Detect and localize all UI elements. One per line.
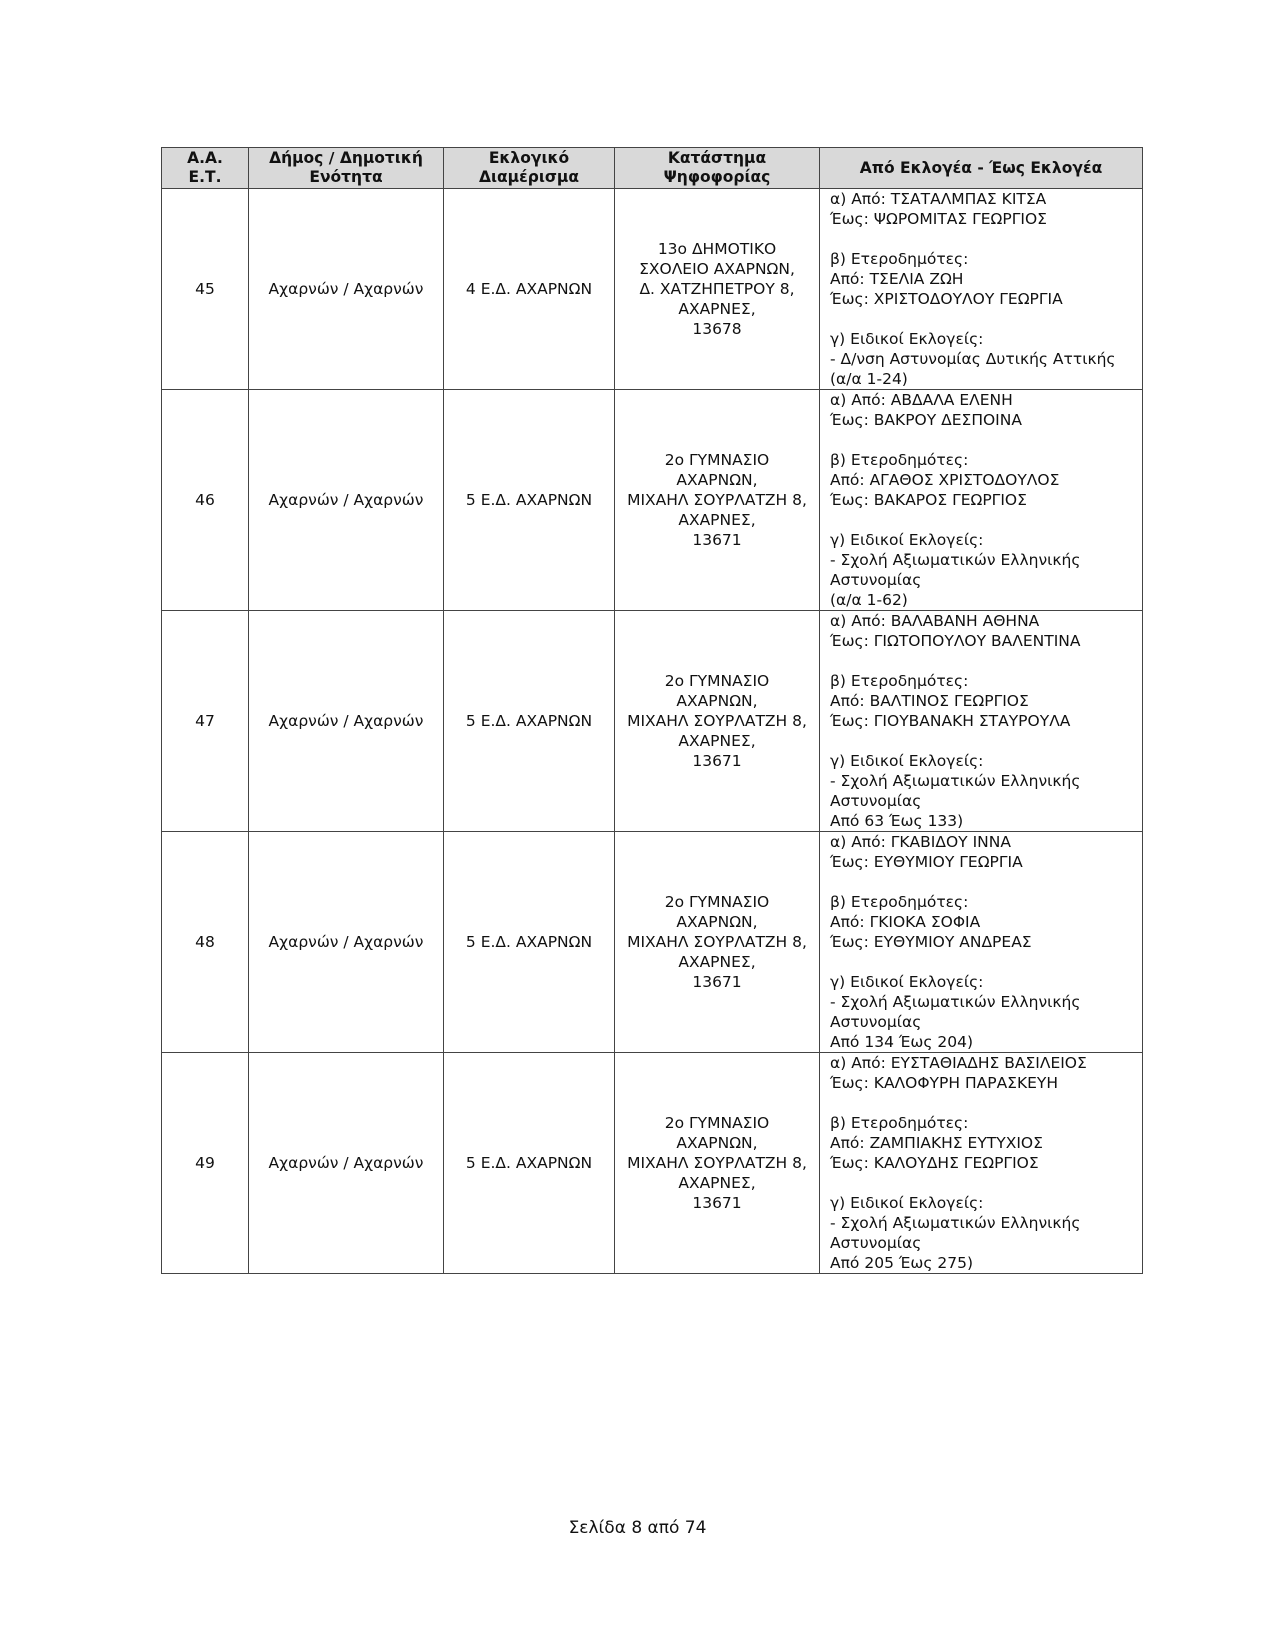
range-regular-line: Έως: ΨΩΡΟΜΙΤΑΣ ΓΕΩΡΓΙΟΣ [830, 210, 1047, 228]
cell-district [444, 1053, 615, 1274]
table-row [162, 390, 1143, 611]
cell-municipality [249, 611, 444, 832]
range-regular-line: Έως: ΚΑΛΟΦΥΡΗ ΠΑΡΑΣΚΕΥΗ [830, 1074, 1059, 1092]
municipality-text: Αχαρνών / Αχαρνών [268, 1154, 424, 1172]
range-special-line: γ) Ειδικοί Εκλογείς: [830, 973, 984, 991]
spacer [830, 1093, 1138, 1113]
cell-district [444, 832, 615, 1053]
cell-venue [615, 832, 820, 1053]
venue-line: ΑΧΑΡΝΕΣ, [678, 1174, 756, 1192]
range-regular-line: Έως: ΓΙΩΤΟΠΟΥΛΟΥ ΒΑΛΕΝΤΙΝΑ [830, 632, 1081, 650]
district-text: 5 Ε.Δ. ΑΧΑΡΝΩΝ [465, 933, 593, 951]
cell-municipality [249, 1053, 444, 1274]
municipality-text: Αχαρνών / Αχαρνών [268, 491, 424, 509]
range-nonresident-line: Έως: ΚΑΛΟΥΔΗΣ ΓΕΩΡΓΙΟΣ [830, 1154, 1039, 1172]
venue-line: 2ο ΓΥΜΝΑΣΙΟ [664, 672, 770, 690]
range-regular-line: α) Από: ΑΒΔΑΛΑ ΕΛΕΝΗ [830, 391, 1013, 409]
venue-line: 13678 [692, 320, 742, 338]
venue-line: ΜΙΧΑΗΛ ΣΟΥΡΛΑΤΖΗ 8, [627, 712, 807, 730]
range-nonresident-line: Έως: ΧΡΙΣΤΟΔΟΥΛΟΥ ΓΕΩΡΓΙΑ [830, 290, 1063, 308]
cell-aa [162, 832, 249, 1053]
range-special-line: Αστυνομίας [830, 571, 922, 589]
venue-line: 13671 [692, 973, 742, 991]
venue-line: ΑΧΑΡΝΕΣ, [678, 953, 756, 971]
aa-number: 49 [195, 1154, 215, 1172]
spacer [830, 952, 1138, 972]
venue-line: ΑΧΑΡΝΕΣ, [678, 732, 756, 750]
range-regular-line: α) Από: ΕΥΣΤΑΘΙΑΔΗΣ ΒΑΣΙΛΕΙΟΣ [830, 1054, 1087, 1072]
cell-aa [162, 1053, 249, 1274]
range-special-line: Αστυνομίας [830, 1234, 922, 1252]
cell-venue [615, 1053, 820, 1274]
range-nonresident-line: Από: ΖΑΜΠΙΑΚΗΣ ΕΥΤΥΧΙΟΣ [830, 1134, 1043, 1152]
district-text: 5 Ε.Δ. ΑΧΑΡΝΩΝ [465, 1154, 593, 1172]
range-nonresident-line: Από: ΓΚΙΟΚΑ ΣΟΦΙΑ [830, 913, 981, 931]
cell-voter-range [820, 1053, 1143, 1274]
municipality-text: Αχαρνών / Αχαρνών [268, 712, 424, 730]
spacer [830, 309, 1138, 329]
venue-line: 13671 [692, 1194, 742, 1212]
range-special-line: γ) Ειδικοί Εκλογείς: [830, 752, 984, 770]
range-nonresident-line: β) Ετεροδημότες: [830, 893, 969, 911]
aa-number: 47 [195, 712, 215, 730]
cell-aa [162, 611, 249, 832]
aa-number: 48 [195, 933, 215, 951]
district-text: 5 Ε.Δ. ΑΧΑΡΝΩΝ [465, 712, 593, 730]
spacer [830, 651, 1138, 671]
venue-line: Δ. ΧΑΤΖΗΠΕΤΡΟΥ 8, [639, 280, 795, 298]
range-special-line: - Σχολή Αξιωματικών Ελληνικής [830, 772, 1081, 790]
cell-district [444, 189, 615, 390]
spacer [830, 1173, 1138, 1193]
range-special-line: (α/α 1-24) [830, 370, 908, 388]
cell-municipality [249, 390, 444, 611]
page-number: Σελίδα 8 από 74 [568, 1518, 707, 1538]
district-text: 4 Ε.Δ. ΑΧΑΡΝΩΝ [465, 280, 593, 298]
table-header-row [162, 148, 1143, 189]
range-regular-line: Έως: ΕΥΘΥΜΙΟΥ ΓΕΩΡΓΙΑ [830, 853, 1023, 871]
range-special-line: Από 205 Έως 275) [830, 1254, 974, 1272]
spacer [830, 731, 1138, 751]
range-special-line: - Σχολή Αξιωματικών Ελληνικής [830, 551, 1081, 569]
range-nonresident-line: β) Ετεροδημότες: [830, 1114, 969, 1132]
range-nonresident-line: Έως: ΒΑΚΑΡΟΣ ΓΕΩΡΓΙΟΣ [830, 491, 1027, 509]
range-special-line: γ) Ειδικοί Εκλογείς: [830, 531, 984, 549]
range-regular-line: Έως: ΒΑΚΡΟΥ ΔΕΣΠΟΙΝΑ [830, 411, 1022, 429]
venue-line: 2ο ΓΥΜΝΑΣΙΟ [664, 893, 770, 911]
range-special-line: Από 134 Έως 204) [830, 1033, 974, 1051]
table-row [162, 611, 1143, 832]
cell-venue [615, 189, 820, 390]
range-nonresident-line: β) Ετεροδημότες: [830, 250, 969, 268]
aa-number: 46 [195, 491, 215, 509]
spacer [830, 430, 1138, 450]
header-range: Από Εκλογέα - Έως Εκλογέα [820, 148, 1143, 189]
venue-line: ΜΙΧΑΗΛ ΣΟΥΡΛΑΤΖΗ 8, [627, 933, 807, 951]
range-special-line: γ) Ειδικοί Εκλογείς: [830, 1194, 984, 1212]
venue-line: ΑΧΑΡΝΩΝ, [676, 692, 758, 710]
cell-aa [162, 390, 249, 611]
polling-stations-table [161, 147, 1143, 1274]
venue-line: ΑΧΑΡΝΩΝ, [676, 471, 758, 489]
range-nonresident-line: β) Ετεροδημότες: [830, 672, 969, 690]
venue-line: 2ο ΓΥΜΝΑΣΙΟ [664, 1114, 770, 1132]
range-regular-line: α) Από: ΓΚΑΒΙΔΟΥ ΙΝΝΑ [830, 833, 1011, 851]
range-special-line: Αστυνομίας [830, 1013, 922, 1031]
cell-municipality [249, 189, 444, 390]
cell-venue [615, 611, 820, 832]
range-special-line: - Σχολή Αξιωματικών Ελληνικής [830, 1214, 1081, 1232]
venue-line: 13ο ΔΗΜΟΤΙΚΟ [657, 240, 777, 258]
venue-line: ΑΧΑΡΝΕΣ, [678, 511, 756, 529]
range-special-line: Αστυνομίας [830, 792, 922, 810]
cell-venue [615, 390, 820, 611]
table-row [162, 1053, 1143, 1274]
range-nonresident-line: Από: ΤΣΕΛΙΑ ΖΩΗ [830, 270, 964, 288]
spacer [830, 872, 1138, 892]
range-special-line: - Δ/νση Αστυνομίας Δυτικής Αττικής [830, 350, 1116, 368]
venue-line: 2ο ΓΥΜΝΑΣΙΟ [664, 451, 770, 469]
venue-line: ΑΧΑΡΝΩΝ, [676, 1134, 758, 1152]
spacer [830, 510, 1138, 530]
municipality-text: Αχαρνών / Αχαρνών [268, 280, 424, 298]
venue-line: ΣΧΟΛΕΙΟ ΑΧΑΡΝΩΝ, [639, 260, 795, 278]
spacer [830, 229, 1138, 249]
venue-line: 13671 [692, 531, 742, 549]
range-special-line: (α/α 1-62) [830, 591, 908, 609]
cell-voter-range [820, 390, 1143, 611]
range-nonresident-line: Έως: ΕΥΘΥΜΙΟΥ ΑΝΔΡΕΑΣ [830, 933, 1032, 951]
cell-aa [162, 189, 249, 390]
aa-number: 45 [195, 280, 215, 298]
cell-district [444, 611, 615, 832]
cell-voter-range [820, 611, 1143, 832]
cell-voter-range [820, 832, 1143, 1053]
municipality-text: Αχαρνών / Αχαρνών [268, 933, 424, 951]
cell-municipality [249, 832, 444, 1053]
header-aa: Α.Α. Ε.Τ. [162, 148, 249, 189]
header-venue: Κατάστημα Ψηφοφορίας [615, 148, 820, 189]
header-municipality: Δήμος / Δημοτική Ενότητα [249, 148, 444, 189]
header-district: Εκλογικό Διαμέρισμα [444, 148, 615, 189]
range-nonresident-line: Από: ΑΓΑΘΟΣ ΧΡΙΣΤΟΔΟΥΛΟΣ [830, 471, 1060, 489]
district-text: 5 Ε.Δ. ΑΧΑΡΝΩΝ [465, 491, 593, 509]
venue-line: ΑΧΑΡΝΩΝ, [676, 913, 758, 931]
range-special-line: Από 63 Έως 133) [830, 812, 964, 830]
table-body [162, 189, 1143, 1274]
venue-line: ΜΙΧΑΗΛ ΣΟΥΡΛΑΤΖΗ 8, [627, 1154, 807, 1172]
cell-voter-range [820, 189, 1143, 390]
venue-line: 13671 [692, 752, 742, 770]
range-regular-line: α) Από: ΒΑΛΑΒΑΝΗ ΑΘΗΝΑ [830, 612, 1040, 630]
table-row [162, 189, 1143, 390]
range-special-line: γ) Ειδικοί Εκλογείς: [830, 330, 984, 348]
cell-district [444, 390, 615, 611]
range-regular-line: α) Από: ΤΣΑΤΑΛΜΠΑΣ ΚΙΤΣΑ [830, 190, 1047, 208]
range-special-line: - Σχολή Αξιωματικών Ελληνικής [830, 993, 1081, 1011]
venue-line: ΑΧΑΡΝΕΣ, [678, 300, 756, 318]
table-row [162, 832, 1143, 1053]
range-nonresident-line: Από: ΒΑΛΤΙΝΟΣ ΓΕΩΡΓΙΟΣ [830, 692, 1029, 710]
venue-line: ΜΙΧΑΗΛ ΣΟΥΡΛΑΤΖΗ 8, [627, 491, 807, 509]
range-nonresident-line: Έως: ΓΙΟΥΒΑΝΑΚΗ ΣΤΑΥΡΟΥΛΑ [830, 712, 1071, 730]
range-nonresident-line: β) Ετεροδημότες: [830, 451, 969, 469]
